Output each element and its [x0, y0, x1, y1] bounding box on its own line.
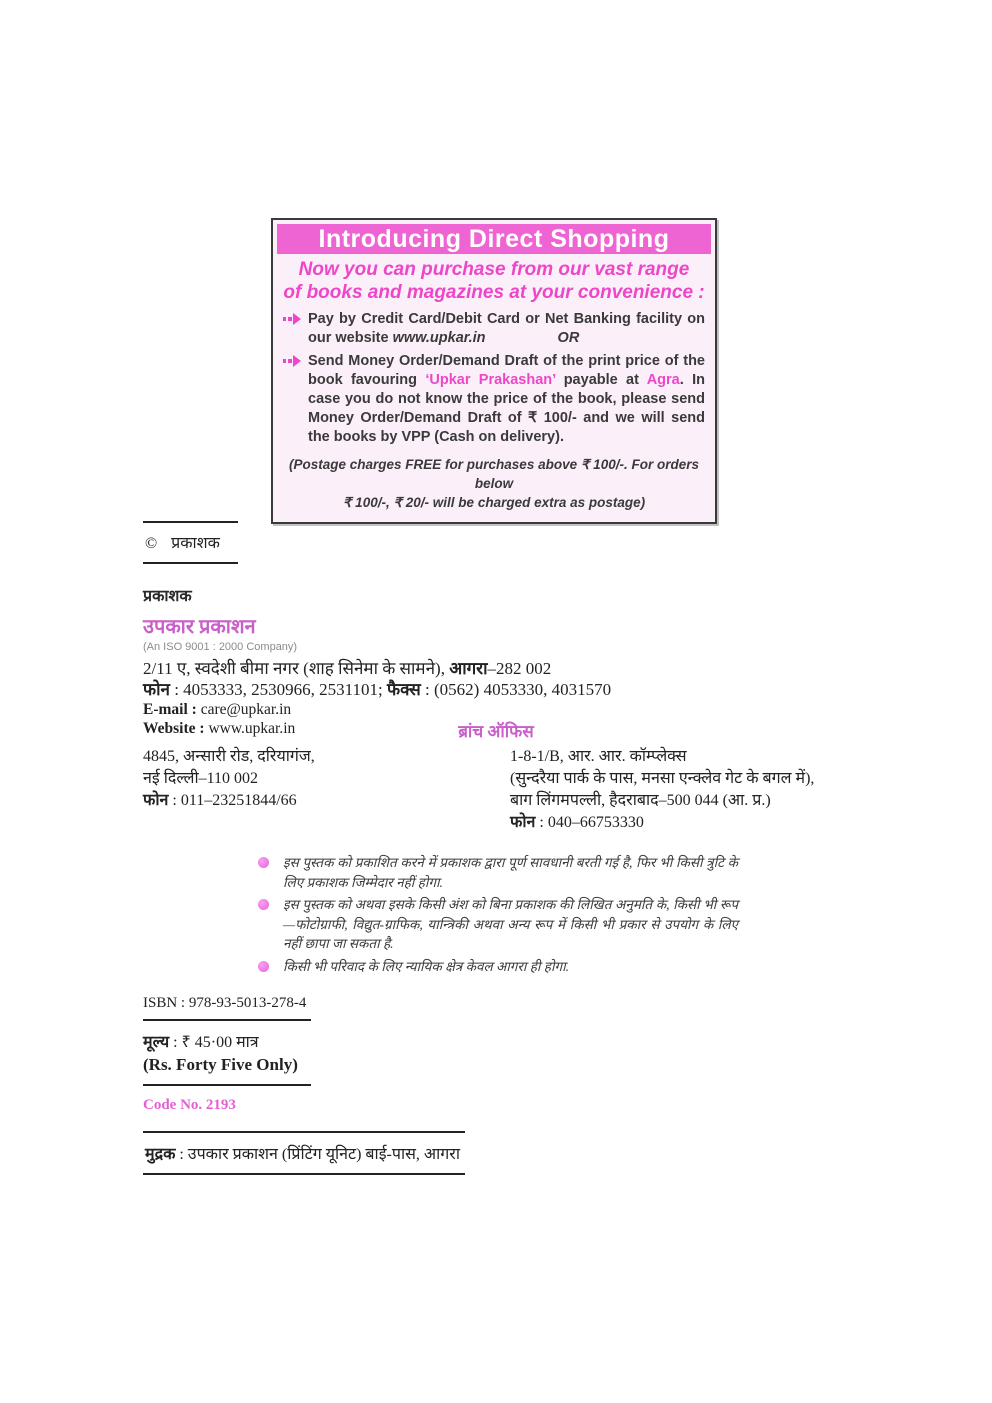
hyderabad-phone-label: फोन — [510, 814, 536, 831]
price-line — [143, 1030, 343, 1052]
printer-text — [143, 1133, 465, 1173]
postage-line1: (Postage charges FREE for purchases above ₹ 100/-. For orders below — [289, 457, 699, 491]
disclaimer-item — [258, 853, 738, 892]
arrow-bullet-icon — [283, 313, 301, 325]
disclaimer-text-3: किसी भी परिवाद के लिए न्यायिक क्षेत्र केवल आगरा ही होगा. — [283, 958, 569, 974]
phone-label: फोन — [143, 680, 170, 699]
hyderabad-address-line2: (सुन्दरैया पार्क के पास, मनसा एन्क्लेव गेट के बगल में), — [510, 770, 815, 787]
hyderabad-phone — [510, 812, 855, 834]
delhi-phone-value: : 011–23251844/66 — [172, 792, 297, 809]
publisher-iso-note: (An ISO 9001 : 2000 Company) — [143, 641, 298, 653]
price-label: मूल्य — [143, 1034, 170, 1051]
hyderabad-address-line3: बाग लिंगमपल्ली, हैदराबाद–500 044 (आ. प्र.) — [510, 792, 771, 809]
website-label: Website : — [143, 720, 205, 737]
rule-bottom — [143, 562, 238, 564]
address-pin: –282 002 — [487, 659, 552, 678]
promo-subtitle — [273, 258, 715, 304]
promo-point-2-text — [308, 352, 705, 447]
publisher-block — [143, 584, 863, 738]
bullet-dot-icon — [258, 857, 269, 868]
rule-bottom — [143, 1173, 465, 1175]
promo-point-pay-online — [283, 310, 705, 348]
promo-point-money-order — [283, 352, 705, 447]
hyderabad-address-line1: 1-8-1/B, आर. आर. कॉम्प्लेक्स — [510, 748, 687, 765]
email-label: E-mail : — [143, 701, 197, 718]
direct-shopping-box — [271, 218, 717, 524]
point2-part2: payable at — [563, 372, 639, 388]
isbn-text: ISBN : 978-93-5013-278-4 — [143, 995, 307, 1011]
copyright-symbol: © — [145, 535, 158, 552]
disclaimer-text-2: इस पुस्तक को अथवा इसके किसी अंश को बिना प्रकाशक की लिखित अनुमति के, किसी भी रूप—फोटोग्राफी, विद्युत-ग्राफिक, यान्त्रिकी अथवा अन्य रूप में किसी भी प्रकार से उपयोग के लिए नहीं छापा जा सकता है. — [283, 897, 738, 951]
bullet-dot-icon — [258, 899, 269, 910]
hyderabad-phone-value: : 040–66753330 — [539, 814, 644, 831]
delhi-address-line1: 4845, अन्सारी रोड, दरियागंज, — [143, 748, 315, 765]
code-number: Code No. 2193 — [143, 1097, 236, 1113]
publisher-heading: प्रकाशक — [143, 588, 192, 605]
publisher-address — [143, 658, 863, 679]
delhi-phone — [143, 790, 473, 812]
phone-numbers: : 4053333, 2530966, 2531101; — [174, 680, 383, 699]
promo-title: Introducing Direct Shopping — [277, 224, 711, 254]
copyright-label: प्रकाशक — [171, 535, 220, 552]
branch-delhi — [143, 746, 473, 812]
address-part1: 2/11 ए, स्वदेशी बीमा नगर (शाह सिनेमा के सामने), — [143, 659, 445, 678]
printer-value: : उपकार प्रकाशन (प्रिंटिंग यूनिट) बाई-पास, आगरा — [179, 1146, 460, 1163]
publisher-name: उपकार प्रकाशन — [143, 616, 256, 638]
branch-offices-heading: ब्रांच ऑफिस — [458, 722, 534, 741]
fax-numbers: : (0562) 4053330, 4031570 — [425, 680, 612, 699]
email-value: care@upkar.in — [200, 701, 292, 718]
postage-note — [273, 451, 715, 522]
website-value: www.upkar.in — [208, 720, 296, 737]
fax-label: फैक्स — [387, 680, 421, 699]
publisher-email — [143, 700, 863, 719]
promo-subtitle-line1: Now you can purchase from our vast range — [298, 259, 690, 280]
point2-city: Agra — [646, 372, 680, 388]
promo-subtitle-line2: of books and magazines at your convenience : — [283, 282, 705, 303]
promo-points — [273, 304, 715, 447]
point2-part3: . In case you do not know the price of the book, please send Money Order/Demand Draft of ₹ 100/- and we will send the books by VPP (Cash on delivery). — [308, 372, 705, 445]
disclaimer-item — [258, 895, 738, 954]
point1-website-url: www.upkar.in — [392, 330, 486, 346]
disclaimers-list — [258, 853, 738, 979]
delhi-address-line2: नई दिल्ली–110 002 — [143, 770, 258, 787]
biblio-block — [143, 995, 343, 1114]
bullet-dot-icon — [258, 961, 269, 972]
printer-block — [143, 1131, 465, 1175]
disclaimer-item — [258, 957, 738, 977]
point2-part1: Send Money Order/Demand Draft of the print price of the book favouring — [308, 353, 705, 388]
publisher-phone-fax — [143, 679, 863, 700]
copyright-block — [143, 521, 238, 564]
postage-line2: ₹ 100/-, ₹ 20/- will be charged extra as postage) — [342, 495, 646, 510]
promo-point-1-text — [308, 310, 705, 348]
rule-under-isbn — [143, 1019, 311, 1021]
address-city: आगरा — [449, 659, 488, 678]
price-value: : ₹ 45·00 मात्र — [173, 1034, 259, 1051]
printer-label: मुद्रक — [145, 1146, 176, 1163]
arrow-bullet-icon — [283, 355, 301, 367]
copyright-text — [143, 523, 238, 562]
branch-hyderabad — [510, 746, 855, 834]
disclaimer-text-1: इस पुस्तक को प्रकाशित करने में प्रकाशक द्वारा पूर्ण सावधानी बरती गई है, फिर भी किसी त्रुटि के लिए प्रकाशक जिम्मेदार नहीं होगा. — [283, 855, 738, 890]
rule-under-price — [143, 1084, 311, 1086]
point2-publisher-name: ‘Upkar Prakashan’ — [425, 372, 556, 388]
delhi-phone-label: फोन — [143, 792, 169, 809]
point1-or-label: OR — [557, 330, 580, 346]
price-in-words: (Rs. Forty Five Only) — [143, 1055, 298, 1074]
point1-text: Pay by Credit Card/Debit Card or Net Banking facility on our website — [308, 311, 705, 346]
